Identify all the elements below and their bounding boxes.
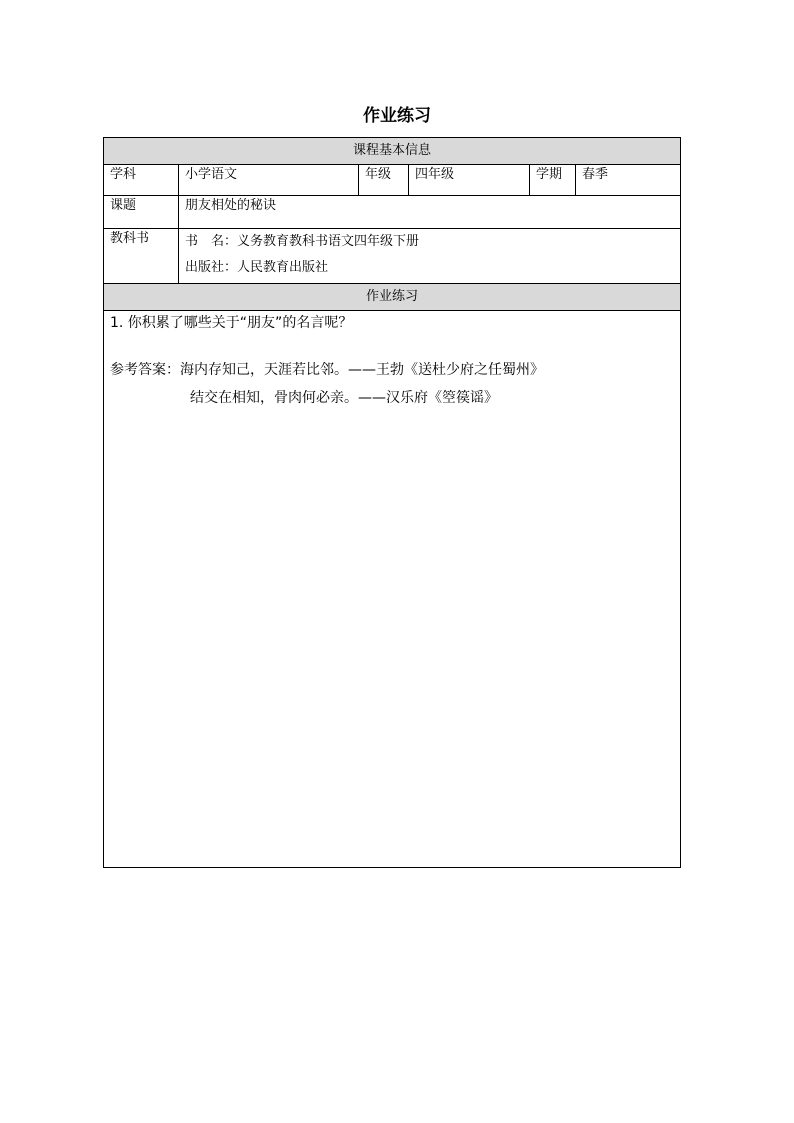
exercise-content (104, 311, 681, 868)
textbook-name: 书 名：义务教育教科书语文四年级下册 (185, 234, 420, 249)
textbook-details (179, 229, 681, 284)
topic-value: 朋友相处的秘诀 (179, 196, 681, 229)
grade-label: 年级 (359, 165, 409, 196)
term-value: 春季 (576, 165, 681, 196)
exercise-question: 1. 你积累了哪些关于“朋友”的名言呢？ (110, 315, 353, 331)
section-header-basic-info: 课程基本信息 (104, 138, 681, 165)
topic-label: 课题 (104, 196, 179, 229)
grade-value: 四年级 (409, 165, 530, 196)
reference-answer-line-2: 结交在相知，骨肉何必亲。——汉乐府《箜篌谣》 (190, 390, 498, 406)
subject-value: 小学语文 (179, 165, 359, 196)
course-info-table (103, 137, 681, 868)
reference-answer-line-1: 参考答案：海内存知己，天涯若比邻。——王勃《送杜少府之任蜀州》 (110, 362, 544, 378)
textbook-publisher: 出版社：人民教育出版社 (185, 260, 329, 275)
textbook-label: 教科书 (104, 229, 179, 284)
section-header-exercise: 作业练习 (104, 284, 681, 311)
page-title: 作业练习 (363, 106, 431, 126)
term-label: 学期 (530, 165, 576, 196)
subject-label: 学科 (104, 165, 179, 196)
